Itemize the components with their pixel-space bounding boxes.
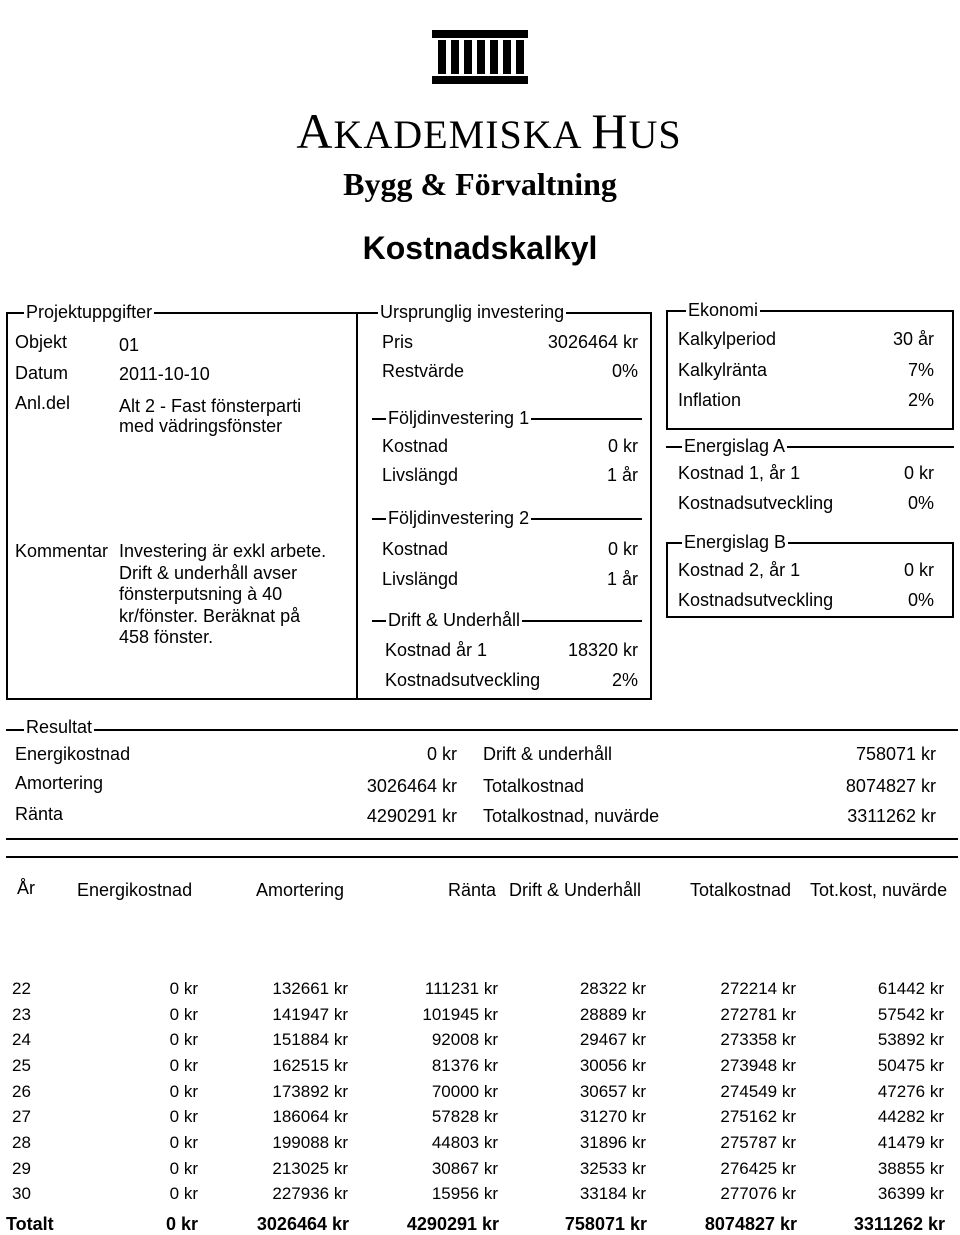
f2-line [372,508,642,528]
cell-totalkostnad: 276425 kr [720,1158,796,1178]
nuvarde-label: Totalkostnad, nuvärde [483,806,660,826]
kommentar-line-2: Drift & underhåll avser [119,563,298,583]
header-nuvarde: Tot.kost, nuvärde [810,880,948,900]
f1-livslangd-value: 1 år [606,465,638,485]
du-line [372,610,642,630]
table-row [12,1027,944,1053]
cell-ar: 29 [12,1158,31,1178]
f2-livslangd-value: 1 år [606,569,638,589]
cell-drift: 32533 kr [579,1158,646,1178]
cell-amortering: 162515 kr [272,1055,348,1075]
objekt-value: 01 [119,335,140,355]
du-utv-label: Kostnadsutveckling [385,670,541,690]
header-totalkostnad: Totalkostnad [690,880,792,900]
energislag-a-line [666,436,954,456]
cell-ranta: 70000 kr [431,1081,498,1101]
cell-totalkostnad: 275162 kr [720,1107,796,1127]
table-row [12,1182,944,1208]
f1-kostnad-value: 0 kr [607,436,638,456]
total-energikostnad: 0 kr [165,1214,198,1234]
total-drift: 758071 kr [564,1214,647,1234]
a-utv-label: Kostnadsutveckling [678,493,834,513]
du-legend: Drift & Underhåll [388,610,521,630]
nuvarde-value: 3311262 kr [847,806,936,826]
table-row [12,1002,944,1028]
cell-ar: 24 [12,1030,31,1050]
resultat-legend: Resultat [26,717,93,737]
header-amortering: Amortering [256,880,345,900]
kommentar-line-5: 458 fönster. [119,627,214,647]
cell-ar: 27 [12,1107,31,1127]
cell-amortering: 141947 kr [272,1004,348,1024]
inflation-value: 2% [907,390,934,410]
anldel-value-1: Alt 2 - Fast fönsterparti [119,396,302,416]
kommentar-line-3: fönsterputsning à 40 [119,584,283,604]
f1-line [372,408,642,428]
cell-ranta: 44803 kr [431,1132,498,1152]
investering-legend: Ursprunglig investering [380,302,565,322]
cell-totalkostnad: 277076 kr [720,1184,796,1204]
cell-ranta: 81376 kr [431,1055,498,1075]
resultat-line [6,729,958,731]
du-kostnad-label: Kostnad år 1 [385,640,488,660]
f2-livslangd-label: Livslängd [382,569,459,589]
cell-nuvarde: 38855 kr [877,1158,944,1178]
kommentar-label: Kommentar [15,541,109,561]
energikostnad-value: 0 kr [426,744,457,764]
cell-nuvarde: 36399 kr [877,1184,944,1204]
logo-columns-icon [432,30,528,90]
cell-totalkostnad: 275787 kr [720,1132,796,1152]
cell-amortering: 199088 kr [272,1132,348,1152]
cell-totalkostnad: 273358 kr [720,1030,796,1050]
cell-amortering: 186064 kr [272,1107,348,1127]
ranta-label: Ränta [15,804,64,824]
cell-drift: 31270 kr [579,1107,646,1127]
cell-energikostnad: 0 kr [169,1055,198,1075]
page-title: Kostnadskalkyl [362,230,598,266]
energislag-a-legend: Energislag A [684,436,786,456]
cell-amortering: 173892 kr [272,1081,348,1101]
f2-kostnad-label: Kostnad [382,539,449,559]
cell-ranta: 92008 kr [431,1030,498,1050]
cell-ar: 25 [12,1055,31,1075]
drift-label: Drift & underhåll [483,744,613,764]
inflation-label: Inflation [678,390,742,410]
ranta-value: 4290291 kr [366,806,457,826]
year-table [12,976,944,1207]
amortering-label: Amortering [15,773,104,793]
restvarde-label: Restvärde [382,361,465,381]
kalkylperiod-label: Kalkylperiod [678,329,777,349]
cell-amortering: 132661 kr [272,978,348,998]
cell-totalkostnad: 272781 kr [720,1004,796,1024]
cell-drift: 30056 kr [579,1055,646,1075]
cell-drift: 28322 kr [579,978,646,998]
cell-drift: 33184 kr [579,1184,646,1204]
total-amortering: 3026464 kr [256,1214,349,1234]
cell-nuvarde: 41479 kr [877,1132,944,1152]
cell-nuvarde: 57542 kr [877,1004,944,1024]
cell-ar: 30 [12,1184,31,1204]
f2-kostnad-value: 0 kr [607,539,638,559]
cell-energikostnad: 0 kr [169,1004,198,1024]
b-utv-label: Kostnadsutveckling [678,590,834,610]
cell-ranta: 101945 kr [422,1004,498,1024]
cell-nuvarde: 61442 kr [877,978,944,998]
energislag-b-legend: Energislag B [684,532,787,552]
datum-label: Datum [15,363,69,383]
header-ranta: Ränta [448,880,497,900]
cell-energikostnad: 0 kr [169,1107,198,1127]
cell-drift: 29467 kr [579,1030,646,1050]
cell-ar: 26 [12,1081,31,1101]
page-subtitle: Bygg & Förvaltning [343,166,617,202]
cell-ranta: 30867 kr [431,1158,498,1178]
energislag-b-line [666,532,954,552]
total-label: Totalt [6,1214,54,1234]
table-row [12,1053,944,1079]
cell-nuvarde: 53892 kr [877,1030,944,1050]
f2-legend: Följdinvestering 2 [388,508,530,528]
b-utv-value: 0% [907,590,934,610]
cell-nuvarde: 44282 kr [877,1107,944,1127]
totalkostnad-label: Totalkostnad [483,776,585,796]
cell-ranta: 57828 kr [431,1107,498,1127]
cell-energikostnad: 0 kr [169,1081,198,1101]
logo-wordmark: AKADEMISKA HUS [296,103,682,159]
objekt-label: Objekt [15,332,68,352]
cell-drift: 30657 kr [579,1081,646,1101]
totalkostnad-value: 8074827 kr [845,776,936,796]
cell-ranta: 111231 kr [424,978,498,998]
b-kostnad-label: Kostnad 2, år 1 [678,560,801,580]
table-row [12,976,944,1002]
restvarde-value: 0% [611,361,638,381]
table-row [12,1130,944,1156]
cell-energikostnad: 0 kr [169,1132,198,1152]
cell-amortering: 213025 kr [272,1158,348,1178]
cell-energikostnad: 0 kr [169,1030,198,1050]
total-ranta: 4290291 kr [406,1214,499,1234]
energislag-b-bottom-border [666,616,954,618]
kalkylperiod-value: 30 år [892,329,934,349]
cell-nuvarde: 50475 kr [877,1055,944,1075]
f1-legend: Följdinvestering 1 [388,408,530,428]
table-row [12,1079,944,1105]
f1-livslangd-label: Livslängd [382,465,459,485]
kalkylranta-label: Kalkylränta [678,360,768,380]
kommentar-line-4: kr/fönster. Beräknat på [119,606,301,626]
a-kostnad-label: Kostnad 1, år 1 [678,463,801,483]
total-nuvarde: 3311262 kr [853,1214,945,1234]
cell-drift: 28889 kr [579,1004,646,1024]
table-row [12,1156,944,1182]
cell-totalkostnad: 274549 kr [720,1081,796,1101]
a-utv-value: 0% [907,493,934,513]
anldel-value-2: med vädringsfönster [119,416,283,436]
pris-label: Pris [382,332,413,352]
resultat-bottom-line [6,838,958,840]
f1-kostnad-label: Kostnad [382,436,449,456]
ekonomi-legend: Ekonomi [688,300,759,320]
cell-energikostnad: 0 kr [169,1184,198,1204]
pris-value: 3026464 kr [547,332,638,352]
cell-drift: 31896 kr [579,1132,646,1152]
cell-amortering: 151884 kr [272,1030,348,1050]
cell-amortering: 227936 kr [272,1184,348,1204]
energislag-b-left-border [666,542,668,618]
energikostnad-label: Energikostnad [15,744,131,764]
total-totalkostnad: 8074827 kr [704,1214,797,1234]
kommentar-line-1: Investering är exkl arbete. [119,541,327,561]
drift-value: 758071 kr [855,744,936,764]
amortering-value: 3026464 kr [366,776,457,796]
table-top-line [6,856,958,858]
a-kostnad-value: 0 kr [903,463,934,483]
table-row [12,1104,944,1130]
cell-energikostnad: 0 kr [169,978,198,998]
header-ar: År [17,878,35,898]
cell-totalkostnad: 273948 kr [720,1055,796,1075]
cell-totalkostnad: 272214 kr [720,978,796,998]
header-drift: Drift & Underhåll [509,880,642,900]
du-kostnad-value: 18320 kr [567,640,638,660]
kalkylranta-value: 7% [907,360,934,380]
cell-nuvarde: 47276 kr [877,1081,944,1101]
cell-ranta: 15956 kr [431,1184,498,1204]
cell-ar: 23 [12,1004,31,1024]
datum-value: 2011-10-10 [119,364,210,384]
cell-energikostnad: 0 kr [169,1158,198,1178]
cell-ar: 28 [12,1132,31,1152]
b-kostnad-value: 0 kr [903,560,934,580]
energislag-b-right-border [952,542,954,618]
du-utv-value: 2% [611,670,638,690]
header-energikostnad: Energikostnad [77,880,193,900]
anldel-label: Anl.del [15,393,71,413]
projekt-legend: Projektuppgifter [26,302,153,322]
cell-ar: 22 [12,978,31,998]
